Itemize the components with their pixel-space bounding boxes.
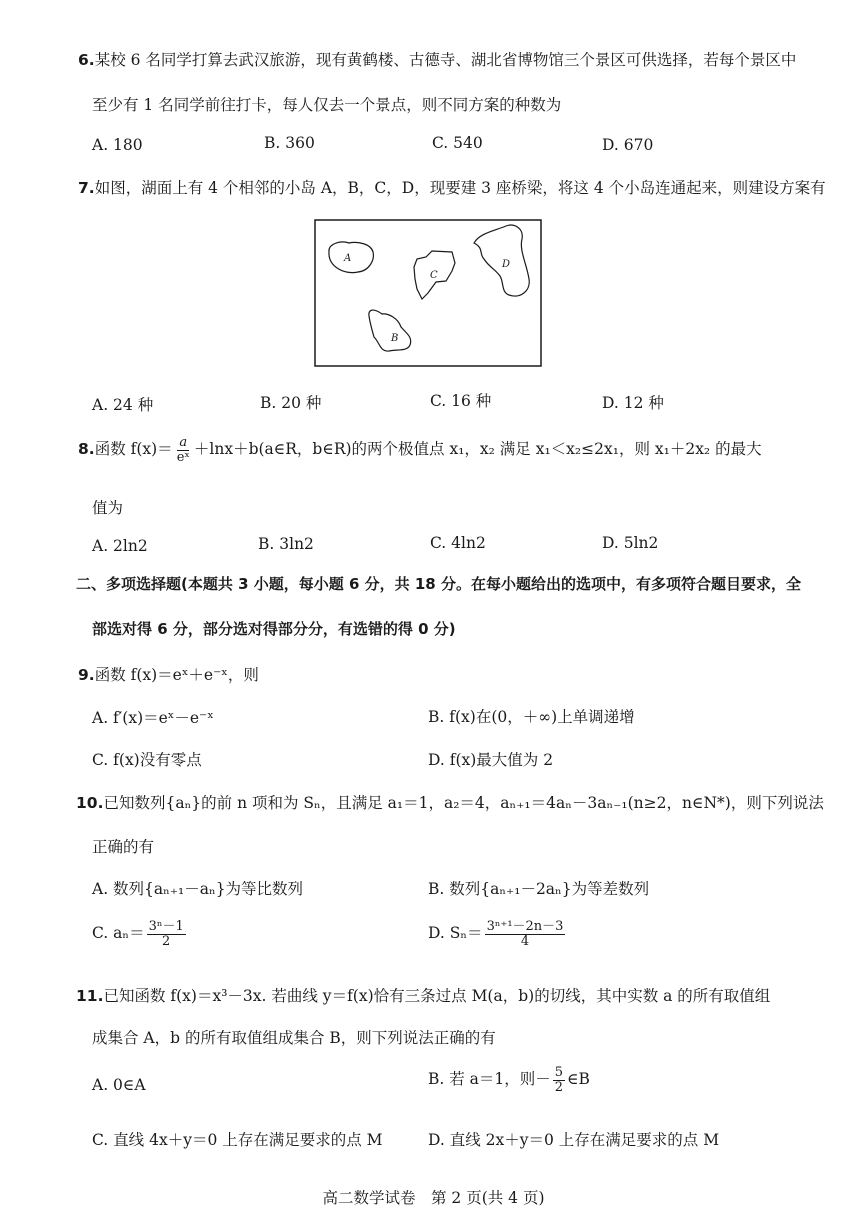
option-d <box>428 920 567 948</box>
page-footer: 高二数学试卷 第 2 页(共 4 页) <box>322 1189 545 1207</box>
islands-figure <box>314 219 542 367</box>
option-b: B. f(x)在(0，＋∞)上单调递增 <box>428 708 635 726</box>
island-b-shape <box>369 310 411 351</box>
question-10 <box>76 791 824 813</box>
option-d: D. 670 <box>602 136 654 154</box>
fraction-denominator: eˣ <box>176 449 190 465</box>
option-c <box>92 920 188 948</box>
question-text-line2: 正确的有 <box>92 838 155 856</box>
question-text-suffix: ＋lnx＋b(a∈R，b∈R)的两个极值点 x₁，x₂ 满足 x₁＜x₂≤2x₁，则 x₁＋2x₂ 的最大 <box>193 440 762 459</box>
option-d: D. f(x)最大值为 2 <box>428 751 554 769</box>
island-a-label: A <box>344 253 352 264</box>
island-b-label: B <box>391 333 399 344</box>
option-prefix: B. 若 a＝1，则－ <box>428 1070 551 1089</box>
fraction-denominator: 2 <box>554 1079 564 1095</box>
option-suffix: ∈B <box>567 1070 590 1089</box>
question-number: 7. <box>78 179 95 197</box>
option-b: B. 20 种 <box>260 394 322 412</box>
question-number: 6. <box>78 51 95 69</box>
option-a: A. 2ln2 <box>92 537 148 555</box>
question-11 <box>76 984 770 1006</box>
fraction-numerator: 3ⁿ－1 <box>148 919 184 934</box>
option-a: A. 0∈A <box>92 1076 146 1094</box>
question-text: 已知数列{aₙ}的前 n 项和为 Sₙ，且满足 a₁＝1，a₂＝4，aₙ₊₁＝4aₙ－3aₙ₋₁(n≥2，n∈N*)，则下列说法 <box>103 794 824 812</box>
section-heading: 二、多项选择题(本题共 3 小题，每小题 6 分，共 18 分。在每小题给出的选项中，有多项符合题目要求，全 <box>76 575 801 593</box>
question-number: 10. <box>76 794 104 812</box>
question-9 <box>78 663 259 685</box>
fraction-denominator: 4 <box>520 933 530 949</box>
fraction <box>175 436 192 464</box>
option-c: C. f(x)没有零点 <box>92 751 202 769</box>
section-heading-line2: 部选对得 6 分，部分选对得部分分，有选错的得 0 分) <box>92 620 456 638</box>
question-text: 函数 f(x)＝eˣ＋e⁻ˣ，则 <box>94 666 259 684</box>
option-a: A. 180 <box>92 136 143 154</box>
question-number: 11. <box>76 987 104 1005</box>
fraction <box>147 920 186 948</box>
option-c: C. 4ln2 <box>430 534 486 552</box>
option-b: B. 360 <box>264 134 315 152</box>
question-text-line2: 至少有 1 名同学前往打卡，每人仅去一个景点，则不同方案的种数为 <box>92 96 562 114</box>
question-text-prefix: 函数 f(x)＝ <box>94 440 173 459</box>
option-d: D. 直线 2x＋y＝0 上存在满足要求的点 M <box>428 1131 720 1149</box>
option-d: D. 12 种 <box>602 394 664 412</box>
option-c: C. 直线 4x＋y＝0 上存在满足要求的点 M <box>92 1131 383 1149</box>
question-text: 已知函数 f(x)＝x³－3x. 若曲线 y＝f(x)恰有三条过点 M(a，b)的切线，其中实数 a 的所有取值组 <box>103 987 771 1005</box>
option-b: B. 3ln2 <box>258 535 314 553</box>
option-b: B. 数列{aₙ₊₁－2aₙ}为等差数列 <box>428 880 650 898</box>
question-6 <box>78 48 796 70</box>
fraction-denominator: 2 <box>162 933 171 949</box>
fraction <box>553 1066 565 1094</box>
question-7 <box>78 176 826 198</box>
question-8 <box>78 436 762 464</box>
fraction-numerator: a <box>179 435 188 450</box>
island-c-label: C <box>430 270 438 281</box>
option-a: A. f′(x)＝eˣ－e⁻ˣ <box>92 709 214 727</box>
option-prefix: C. aₙ＝ <box>92 924 145 943</box>
island-d-label: D <box>502 259 511 270</box>
fraction <box>485 920 566 948</box>
fraction-numerator: 3ⁿ⁺¹－2n－3 <box>486 919 564 934</box>
question-text: 某校 6 名同学打算去武汉旅游，现有黄鹤楼、古德寺、湖北省博物馆三个景区可供选择，若每个景区中 <box>94 51 797 69</box>
option-a: A. 数列{aₙ₊₁－aₙ}为等比数列 <box>92 880 304 898</box>
question-number: 9. <box>78 666 95 684</box>
option-a: A. 24 种 <box>92 396 154 414</box>
option-b <box>428 1066 590 1094</box>
option-prefix: D. Sₙ＝ <box>428 924 483 943</box>
fraction-numerator: 5 <box>554 1065 564 1080</box>
question-number: 8. <box>78 440 95 459</box>
option-d: D. 5ln2 <box>602 534 659 552</box>
question-text: 如图，湖面上有 4 个相邻的小岛 A，B，C，D，现要建 3 座桥梁，将这 4 个小岛连通起来，则建设方案有 <box>94 179 826 197</box>
question-text-line2: 值为 <box>92 499 124 517</box>
option-c: C. 540 <box>432 134 483 152</box>
question-text-line2: 成集合 A，b 的所有取值组成集合 B，则下列说法正确的有 <box>92 1029 496 1047</box>
option-c: C. 16 种 <box>430 392 492 410</box>
